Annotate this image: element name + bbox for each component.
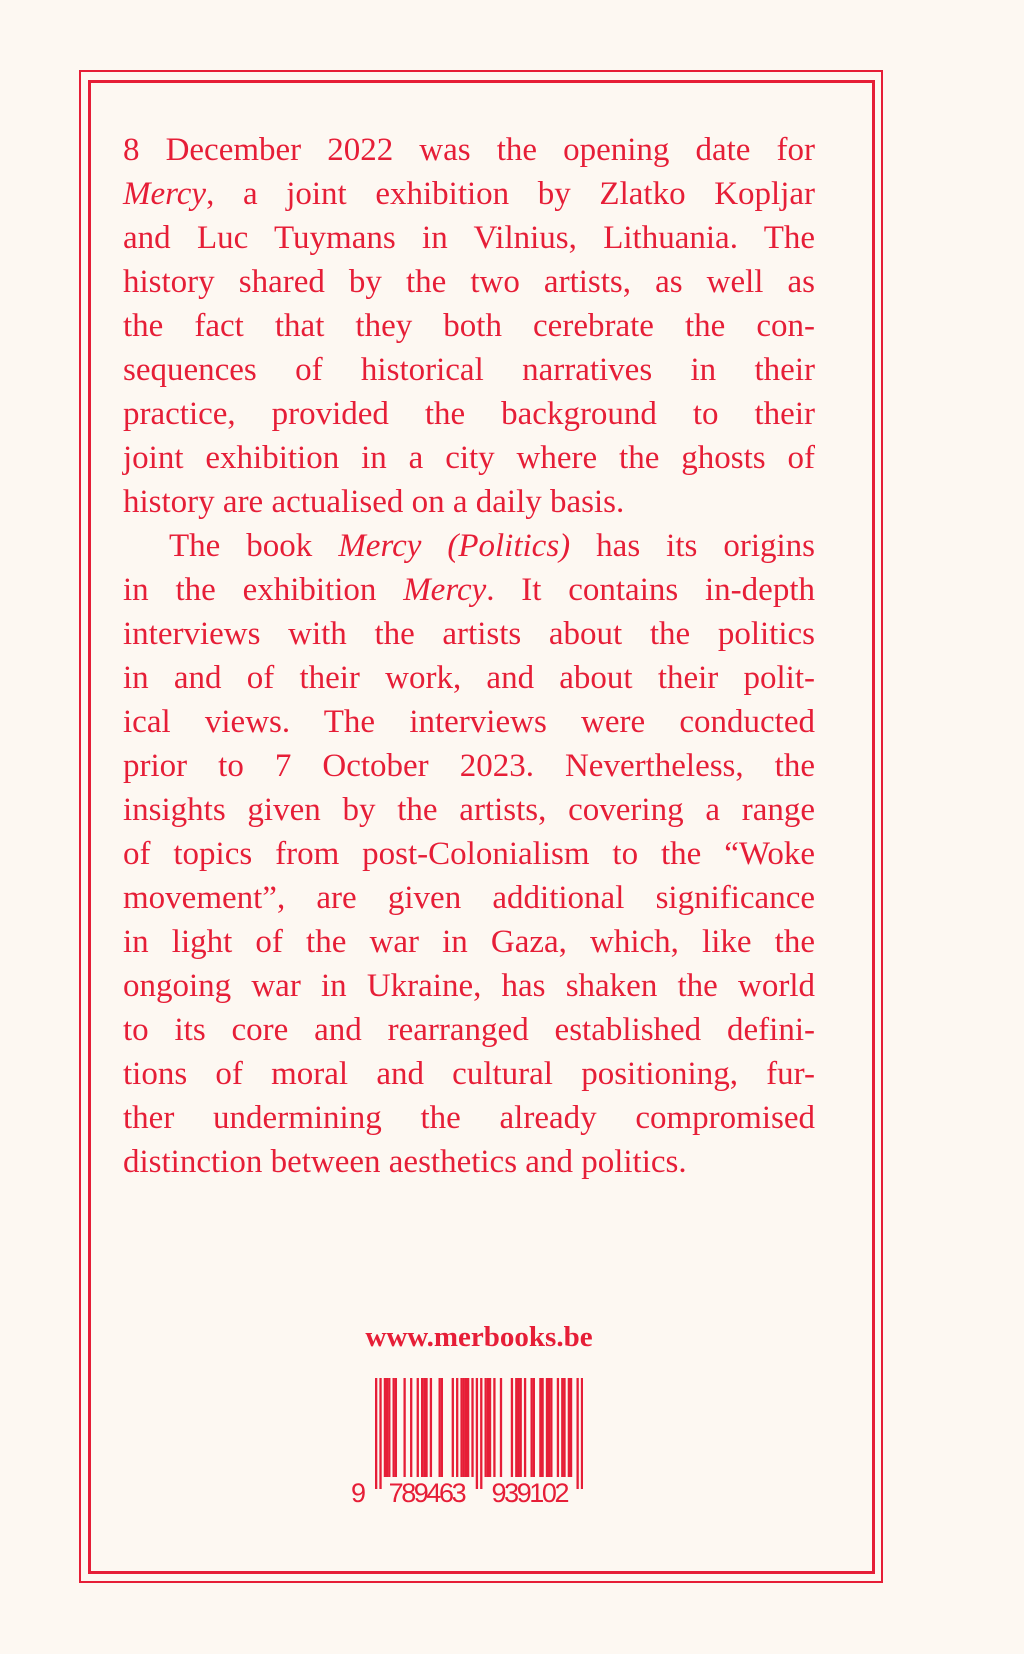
- paragraph: [123, 524, 815, 1184]
- isbn-number: 9: [351, 1478, 367, 1506]
- text-line: movement”, are given additional significance: [123, 880, 815, 916]
- text-line: ical views. The interviews were conducted: [123, 704, 815, 740]
- publisher-url: www.merbooks.be: [365, 1321, 593, 1353]
- paragraph: [123, 128, 815, 524]
- text-line: and Luc Tuymans in Vilnius, Lithuania. The: [123, 220, 815, 256]
- text-line: insights given by the artists, covering a range: [123, 792, 815, 828]
- text-line: joint exhibition in a city where the ghosts of: [123, 440, 815, 476]
- text-line: prior to 7 October 2023. Nevertheless, the: [123, 748, 815, 784]
- text-line: history are actualised on a daily basis.: [123, 484, 625, 520]
- text-line: ther undermining the already compromised: [123, 1100, 815, 1136]
- text-line: distinction between aesthetics and politics.: [123, 1144, 687, 1180]
- text-line: in light of the war in Gaza, which, like the: [123, 924, 815, 960]
- text-line: in the exhibition Mercy. It contains in-depth: [123, 572, 815, 608]
- text-line: sequences of historical narratives in their: [123, 352, 815, 388]
- isbn-number: 789463: [388, 1478, 467, 1506]
- text-line: The book Mercy (Politics) has its origins: [169, 528, 816, 564]
- text-line: history shared by the two artists, as well as: [123, 264, 815, 300]
- text-line: to its core and rearranged established defini-: [123, 1012, 815, 1048]
- text-line: the fact that they both cerebrate the con-: [123, 308, 815, 344]
- ean13-barcode: [350, 1378, 583, 1506]
- text-line: Mercy, a joint exhibition by Zlatko Kopljar: [123, 176, 815, 212]
- text-line: practice, provided the background to their: [123, 396, 815, 432]
- barcode-bars: [350, 1378, 583, 1506]
- text-line: ongoing war in Ukraine, has shaken the world: [123, 968, 815, 1004]
- isbn-number: 939102: [491, 1478, 570, 1506]
- blurb-text: [123, 128, 815, 1184]
- text-line: 8 December 2022 was the opening date for: [123, 132, 815, 168]
- text-line: of topics from post-Colonialism to the “Woke: [123, 836, 815, 872]
- text-line: in and of their work, and about their polit-: [123, 660, 815, 696]
- text-line: interviews with the artists about the politics: [123, 616, 815, 652]
- text-line: tions of moral and cultural positioning, fur-: [123, 1056, 815, 1092]
